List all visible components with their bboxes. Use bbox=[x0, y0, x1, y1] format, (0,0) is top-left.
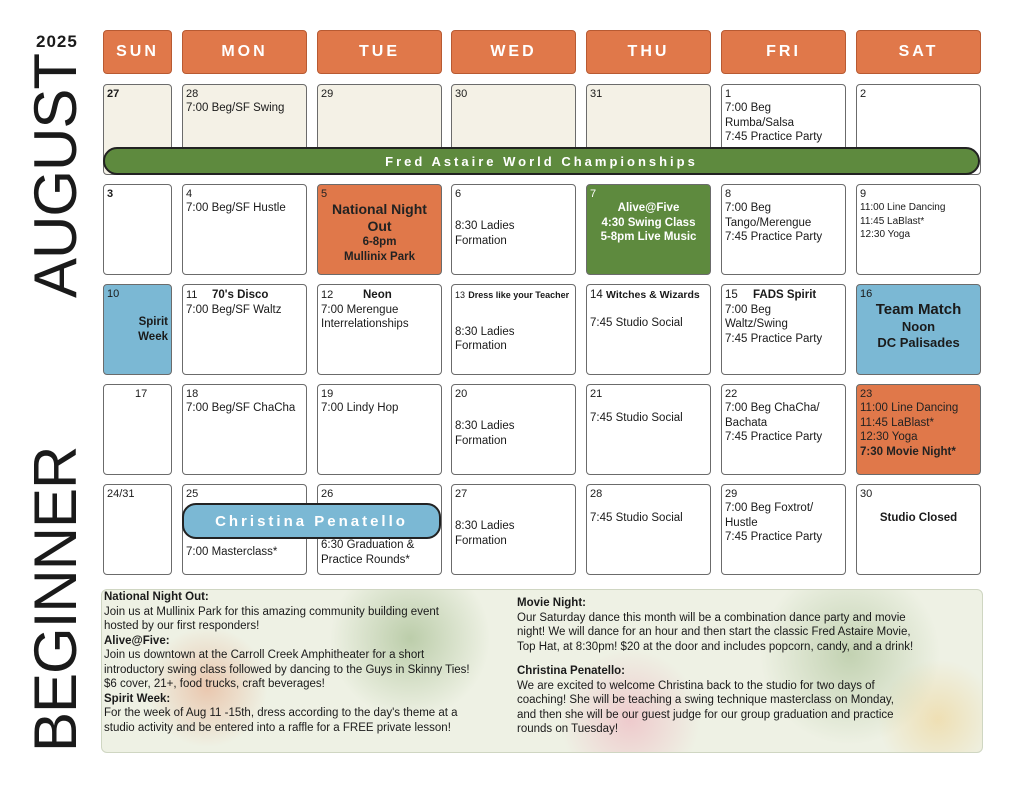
guest-coach-banner: Christina Penatello bbox=[182, 503, 441, 539]
event-line: 7:00 Beg ChaCha/ bbox=[725, 402, 820, 414]
event-line: Bachata bbox=[725, 416, 768, 429]
day-cell-national-night-out bbox=[317, 184, 442, 275]
event-line: Rumba/Salsa bbox=[725, 116, 795, 129]
event-line: 7:00 Beg/SF ChaCha bbox=[186, 402, 296, 414]
note-heading: Movie Night: bbox=[517, 597, 586, 609]
weekday-tue: TUE bbox=[317, 30, 442, 74]
event-title: Studio Closed bbox=[879, 512, 958, 524]
note-text: For the week of Aug 11 -15th, dress according to the day's theme at a bbox=[104, 707, 458, 719]
event-line: 5-8pm Live Music bbox=[600, 231, 697, 243]
note-heading: Alive@Five: bbox=[104, 634, 170, 647]
event-line: Formation bbox=[455, 434, 507, 447]
theme-title: FADS Spirit bbox=[753, 289, 817, 301]
event-line: 7:00 Beg bbox=[725, 303, 772, 316]
weekday-sun: SUN bbox=[103, 30, 172, 74]
event-title: National Night bbox=[332, 201, 427, 217]
note-heading: National Night Out: bbox=[104, 591, 209, 603]
day-cell bbox=[451, 384, 576, 475]
day-cell bbox=[103, 184, 172, 275]
day-number: 31 bbox=[590, 88, 603, 100]
event-line: Formation bbox=[455, 234, 507, 247]
day-cell bbox=[856, 484, 981, 575]
day-number: 20 bbox=[455, 388, 468, 400]
event-line: DC Palisades bbox=[877, 335, 960, 350]
day-number: 28 bbox=[590, 488, 603, 500]
event-line: Interrelationships bbox=[321, 318, 409, 330]
note-heading: Spirit Week: bbox=[104, 692, 171, 705]
event-line: 7:00 Beg/SF Hustle bbox=[186, 202, 286, 214]
day-number: 15 bbox=[725, 289, 738, 301]
event-line: 11:45 LaBlast* bbox=[860, 215, 925, 227]
event-line: Mullinix Park bbox=[344, 250, 415, 263]
day-number: 30 bbox=[455, 88, 468, 100]
day-cell bbox=[721, 284, 846, 375]
event-title: Out bbox=[367, 218, 392, 234]
event-line: Tango/Merengue bbox=[725, 216, 812, 229]
note-text: introductory swing class followed by dancing to the Guys in Skinny Ties! bbox=[104, 663, 470, 676]
day-number: 19 bbox=[321, 388, 334, 400]
day-cell bbox=[721, 484, 846, 575]
day-cell-spirit-week bbox=[103, 284, 172, 375]
note-text: night! We will dance for an hour and then start the classic Fred Astaire Movie, bbox=[517, 626, 911, 638]
day-number: 10 bbox=[107, 288, 120, 300]
day-number: 29 bbox=[321, 88, 334, 100]
event-line: 7:00 Merengue bbox=[321, 303, 399, 316]
day-number: 29 bbox=[725, 488, 738, 500]
day-number: 26 bbox=[321, 488, 334, 500]
event-line: 7:45 Practice Party bbox=[725, 131, 823, 143]
day-number: 28 bbox=[186, 88, 199, 100]
weekday-fri: FRI bbox=[721, 30, 846, 74]
weekday-mon: MON bbox=[182, 30, 307, 74]
event-line: 12:30 Yoga bbox=[860, 431, 918, 443]
event-line: Practice Rounds* bbox=[321, 553, 410, 566]
note-text: rounds on Tuesday! bbox=[517, 723, 619, 735]
event-line: 7:00 Beg Foxtrot/ bbox=[725, 502, 814, 514]
event-line: 7:30 Movie Night* bbox=[860, 445, 956, 458]
championships-banner: Fred Astaire World Championships bbox=[103, 147, 980, 175]
event-line: 7:00 Beg bbox=[725, 102, 772, 114]
day-number: 2 bbox=[860, 88, 867, 100]
day-number: 17 bbox=[135, 388, 148, 400]
event-title: Alive@Five bbox=[617, 202, 680, 214]
day-cell bbox=[182, 184, 307, 275]
day-number: 30 bbox=[860, 488, 873, 500]
day-cell-alive-at-five bbox=[586, 184, 711, 275]
event-line: Hustle bbox=[725, 516, 758, 529]
day-number: 14 bbox=[590, 289, 603, 301]
note-text: $6 cover, 21+, food trucks, craft beverages! bbox=[104, 678, 325, 690]
day-number: 13 bbox=[455, 290, 466, 300]
day-cell bbox=[721, 384, 846, 475]
event-line: 7:45 Studio Social bbox=[590, 512, 683, 524]
note-heading: Christina Penatello: bbox=[517, 665, 625, 677]
event-line: 7:00 Beg/SF Waltz bbox=[186, 303, 282, 316]
event-line: 6-8pm bbox=[362, 236, 397, 248]
month-title: AUGUST bbox=[22, 53, 89, 298]
day-number: 27 bbox=[455, 488, 468, 500]
event-line: 11:00 Line Dancing bbox=[860, 402, 959, 414]
year: 2025 bbox=[36, 32, 78, 51]
day-cell bbox=[182, 384, 307, 475]
event-line: 11:00 Line Dancing bbox=[860, 202, 946, 213]
note-text: We are excited to welcome Christina back to the studio for two days of bbox=[517, 679, 875, 692]
day-cell bbox=[856, 184, 981, 275]
day-number: 11 bbox=[186, 289, 198, 301]
day-number: 4 bbox=[186, 188, 193, 200]
theme-title: Dress like your Teacher bbox=[468, 290, 570, 300]
day-number: 7 bbox=[590, 188, 597, 200]
event-line: 8:30 Ladies bbox=[455, 325, 515, 338]
day-cell-movie-night bbox=[856, 384, 981, 475]
day-cell bbox=[103, 484, 172, 575]
note-text: coaching! She will be teaching a swing technique masterclass on Monday, bbox=[517, 694, 894, 706]
event-line: Noon bbox=[901, 319, 936, 334]
note-text: Join us downtown at the Carroll Creek Amphitheater for a short bbox=[104, 649, 425, 661]
note-text: Top Hat, at 8:30pm! $20 at the door and includes popcorn, candy, and a drink! bbox=[517, 640, 914, 653]
note-text: Join us at Mullinix Park for this amazing community building event bbox=[104, 605, 439, 618]
day-cell bbox=[317, 384, 442, 475]
day-cell bbox=[451, 484, 576, 575]
event-title: Spirit bbox=[138, 316, 168, 328]
day-number: 8 bbox=[725, 188, 732, 200]
day-cell bbox=[182, 284, 307, 375]
day-number: 21 bbox=[590, 388, 603, 400]
event-line: 7:00 Lindy Hop bbox=[321, 402, 399, 414]
event-line: 7:45 Studio Social bbox=[590, 316, 683, 329]
event-line: 7:45 Practice Party bbox=[725, 332, 823, 345]
note-text: hosted by our first responders! bbox=[104, 620, 260, 632]
event-line: 7:45 Practice Party bbox=[725, 531, 823, 543]
theme-title: 70's Disco bbox=[212, 289, 269, 301]
day-number: 1 bbox=[725, 88, 732, 100]
event-line: 12:30 Yoga bbox=[860, 229, 911, 240]
level-title: BEGINNER bbox=[22, 446, 89, 752]
weekday-thu: THU bbox=[586, 30, 711, 74]
event-title: Team Match bbox=[875, 301, 962, 318]
day-cell bbox=[317, 284, 442, 375]
day-number: 18 bbox=[186, 388, 199, 400]
day-cell bbox=[586, 384, 711, 475]
event-line: Formation bbox=[455, 534, 507, 547]
event-line: 7:45 Studio Social bbox=[590, 412, 683, 424]
day-number: 9 bbox=[860, 188, 867, 200]
day-cell bbox=[586, 284, 711, 375]
event-line: 11:45 LaBlast* bbox=[860, 416, 934, 429]
notes-left bbox=[104, 590, 504, 735]
notes-right bbox=[517, 596, 972, 737]
day-cell bbox=[451, 284, 576, 375]
event-line: 7:45 Practice Party bbox=[725, 231, 823, 243]
day-cell bbox=[451, 184, 576, 275]
theme-title: Neon bbox=[363, 289, 392, 301]
day-number: 23 bbox=[860, 388, 873, 400]
event-line: 7:00 Beg/SF Swing bbox=[186, 102, 285, 114]
weekday-wed: WED bbox=[451, 30, 576, 74]
day-cell bbox=[103, 384, 172, 475]
event-line: 4:30 Swing Class bbox=[601, 216, 696, 229]
day-number: 12 bbox=[321, 289, 334, 301]
theme-title: Witches & Wizards bbox=[606, 289, 700, 301]
note-text: Our Saturday dance this month will be a combination dance party and movie bbox=[517, 611, 906, 624]
day-cell bbox=[586, 484, 711, 575]
day-number: 24/31 bbox=[107, 488, 135, 500]
event-line: 6:30 Graduation & bbox=[321, 539, 415, 551]
note-text: studio activity and be entered into a raffle for a FREE private lesson! bbox=[104, 721, 451, 734]
day-number: 16 bbox=[860, 288, 873, 300]
day-cell-team-match bbox=[856, 284, 981, 375]
day-number: 22 bbox=[725, 388, 738, 400]
event-line: Waltz/Swing bbox=[725, 318, 788, 330]
day-number: 25 bbox=[186, 488, 199, 500]
event-line: 7:00 Masterclass* bbox=[186, 546, 278, 558]
day-cell bbox=[721, 184, 846, 275]
weekday-sat: SAT bbox=[856, 30, 981, 74]
day-number: 3 bbox=[107, 188, 114, 200]
event-title: Week bbox=[138, 330, 168, 343]
event-line: 7:45 Practice Party bbox=[725, 431, 823, 443]
day-number: 6 bbox=[455, 188, 462, 200]
event-line: 8:30 Ladies bbox=[455, 520, 515, 532]
note-text: and then she will be our guest judge for our group graduation and practice bbox=[517, 708, 894, 721]
event-line: Formation bbox=[455, 340, 507, 352]
event-line: 8:30 Ladies bbox=[455, 220, 515, 232]
event-line: 8:30 Ladies bbox=[455, 420, 515, 432]
event-line: 7:00 Beg bbox=[725, 202, 772, 214]
day-number: 5 bbox=[321, 188, 328, 200]
day-number: 27 bbox=[107, 88, 120, 100]
